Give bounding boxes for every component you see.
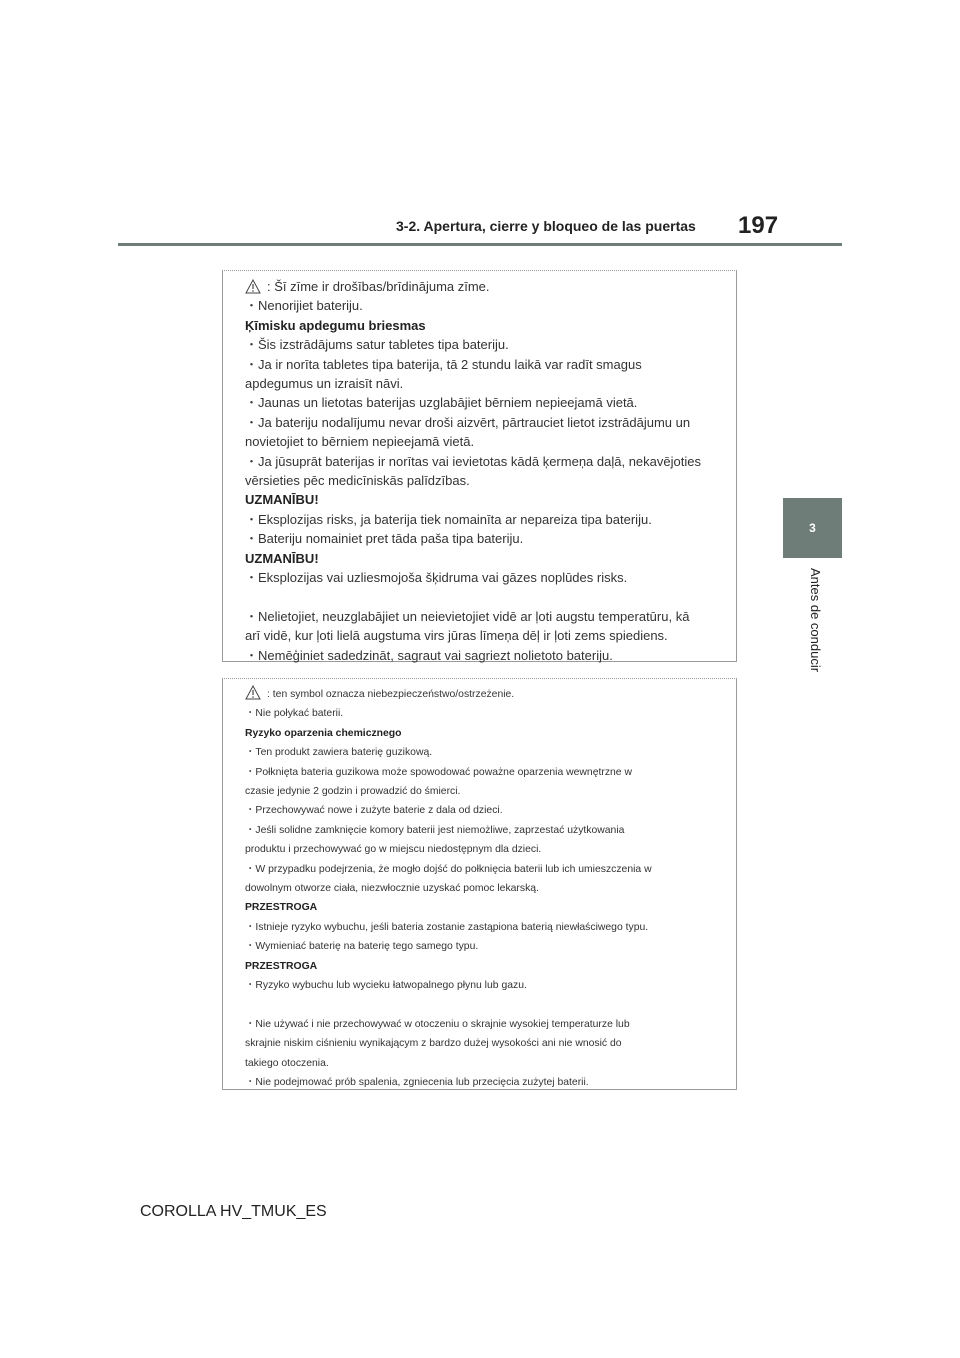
warning-symbol-text: : ten symbol oznacza niebezpieczeństwo/ostrzeżenie. — [267, 689, 515, 700]
warning-triangle-icon — [245, 685, 261, 700]
warning-symbol-text: : Šī zīme ir drošības/brīdinājuma zīme. — [267, 279, 490, 294]
header-rule — [118, 243, 842, 246]
warning-line: ・Eksplozijas vai uzliesmojoša šķidruma vai gāzes noplūdes risks. — [245, 570, 628, 586]
warning-line: ・Eksplozijas risks, ja baterija tiek nomainīta ar nepareiza tipa bateriju. — [245, 511, 652, 527]
blank-line — [245, 588, 724, 607]
chapter-tab — [783, 498, 842, 558]
warning-line: apdegumus un izraisīt nāvi. — [245, 376, 404, 392]
section-title: 3-2. Apertura, cierre y bloqueo de las puertas — [396, 218, 696, 234]
warning-line: ・Bateriju nomainiet pret tāda paša tipa bateriju. — [245, 531, 524, 547]
warning-line: arī vidē, kur ļoti lielā augstuma virs jūras līmeņa dēļ ir ļoti zems spiediens. — [245, 628, 668, 644]
warning-triangle-icon — [245, 279, 261, 294]
warning-line — [245, 685, 724, 704]
warning-line: ・Ja jūsuprāt baterijas ir norītas vai ievietotas kādā ķermeņa daļā, nekavējoties — [245, 453, 701, 469]
warning-line: ・Nie używać i nie przechowywać w otoczeniu o skrajnie wysokiej temperaturze lub — [245, 1018, 630, 1030]
warning-line — [245, 277, 724, 296]
warning-heading: PRZESTROGA — [245, 902, 318, 914]
warning-line: ・Wymieniać baterię na baterię tego samego typu. — [245, 941, 479, 953]
warning-box-polish — [222, 678, 737, 1090]
footer-model-code: COROLLA HV_TMUK_ES — [140, 1203, 327, 1220]
warning-line: ・Ten produkt zawiera baterię guzikową. — [245, 747, 433, 759]
warning-line: ・Nie połykać baterii. — [245, 708, 344, 720]
warning-line: ・Jaunas un lietotas baterijas uzglabājiet bērniem nepieejamā vietā. — [245, 395, 638, 411]
warning-line: ・Nie podejmować prób spalenia, zgniecenia lub przecięcia zużytej baterii. — [245, 1077, 589, 1089]
warning-line: ・Ja ir norīta tabletes tipa baterija, tā 2 stundu laikā var radīt smagus — [245, 356, 642, 372]
warning-heading: UZMANĪBU! — [245, 550, 319, 566]
warning-line: ・W przypadku podejrzenia, że mogło dojść do połknięcia baterii lub ich umieszczenia w — [245, 863, 652, 875]
warning-heading: PRZESTROGA — [245, 960, 318, 972]
warning-heading: Ķīmisku apdegumu briesmas — [245, 317, 426, 333]
warning-line: ・Połknięta bateria guzikowa może spowodować poważne oparzenia wewnętrzne w — [245, 766, 632, 778]
warning-line: ・Nelietojiet, neuzglabājiet un neievietojiet vidē ar ļoti augstu temperatūru, kā — [245, 608, 690, 624]
warning-line: novietojiet to bērniem nepieejamā vietā. — [245, 434, 475, 450]
warning-line: ・Ryzyko wybuchu lub wycieku łatwopalnego płynu lub gazu. — [245, 980, 527, 992]
warning-line: vērsieties pēc medicīniskās palīdzības. — [245, 473, 470, 489]
blank-line — [245, 996, 724, 1015]
warning-line: dowolnym otworze ciała, niezwłocznie uzyskać pomoc lekarską. — [245, 883, 539, 895]
warning-line: czasie jedynie 2 godzin i prowadzić do śmierci. — [245, 786, 461, 798]
warning-line: ・Istnieje ryzyko wybuchu, jeśli bateria zostanie zastąpiona baterią niewłaściwego typu. — [245, 921, 649, 933]
warning-line: produktu i przechowywać go w miejscu niedostępnym dla dzieci. — [245, 844, 542, 856]
chapter-label: Antes de conducir — [808, 568, 823, 673]
chapter-number: 3 — [809, 521, 816, 535]
warning-line: ・Šis izstrādājums satur tabletes tipa bateriju. — [245, 337, 509, 353]
warning-line: ・Ja bateriju nodalījumu nevar droši aizvērt, pārtrauciet lietot izstrādājumu un — [245, 414, 691, 430]
warning-line: ・Jeśli solidne zamknięcie komory baterii jest niemożliwe, zaprzestać użytkowania — [245, 824, 625, 836]
page-number: 197 — [738, 212, 779, 239]
warning-box-latvian — [222, 270, 737, 662]
warning-line: skrajnie niskim ciśnieniu wynikającym z bardzo dużej wysokości ani nie wnosić do — [245, 1038, 622, 1050]
warning-line: takiego otoczenia. — [245, 1057, 329, 1069]
warning-heading: UZMANĪBU! — [245, 492, 319, 508]
warning-line: ・Nenorijiet bateriju. — [245, 298, 363, 314]
warning-heading: Ryzyko oparzenia chemicznego — [245, 727, 402, 739]
warning-line: ・Nemēģiniet sadedzināt, sagraut vai sagriezt nolietoto bateriju. — [245, 647, 613, 663]
warning-line: ・Przechowywać nowe i zużyte baterie z dala od dzieci. — [245, 805, 503, 817]
